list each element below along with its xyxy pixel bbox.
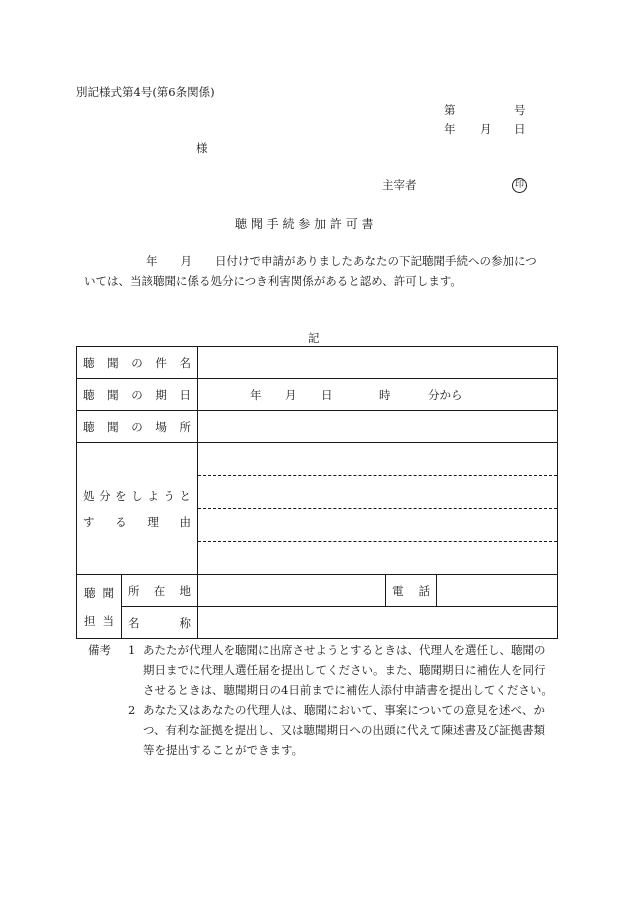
label-char: う (163, 488, 175, 503)
label-char: 担 (84, 613, 96, 628)
date-value-year: 年 (250, 387, 262, 402)
place-label (77, 411, 198, 443)
label-char: 地 (179, 583, 191, 598)
name-label (122, 607, 198, 639)
label-char: 名 (128, 615, 140, 630)
note-line: 等を提出することができます。 (143, 743, 304, 757)
addressee-suffix: 様 (196, 141, 208, 155)
label-char: 由 (179, 514, 191, 529)
label-char: し (131, 488, 143, 503)
label-char: 名 (179, 355, 191, 370)
label-char: と (179, 488, 191, 503)
label-char: る (115, 514, 127, 529)
label-char: 在 (153, 583, 166, 598)
note-text (143, 700, 556, 760)
location-value (198, 575, 386, 607)
label-char: 聞 (107, 387, 119, 402)
label-char: の (131, 419, 143, 434)
number-suffix: 号 (514, 103, 526, 117)
label-char: す (83, 514, 95, 529)
subject-value (198, 347, 558, 379)
label-char: を (115, 488, 127, 503)
label-char: 話 (418, 583, 430, 598)
label-char: の (131, 387, 143, 402)
place-value (198, 411, 558, 443)
label-char: よ (147, 488, 159, 503)
reason-dashed-line (198, 443, 557, 476)
details-table (76, 346, 558, 639)
label-char: 聞 (102, 585, 114, 600)
seal-mark: 印 (512, 178, 527, 193)
label-char: 処 (83, 488, 95, 503)
label-char: 場 (155, 419, 167, 434)
note-number: 2 (128, 703, 136, 717)
body-paragraph (84, 251, 556, 291)
note-text (143, 640, 556, 700)
reason-dashed-line (198, 509, 557, 542)
phone-value (437, 575, 558, 607)
label-char: 聞 (107, 419, 119, 434)
label-char: 聴 (83, 355, 95, 370)
label-char: 件 (155, 355, 167, 370)
label-char: 所 (179, 419, 191, 434)
body-line-2: いては、当該聴聞に係る処分につき利害関係があると認め、許可します。 (84, 274, 462, 288)
date-value-month: 月 (285, 387, 297, 402)
reason-row (77, 443, 558, 575)
label-char: 聴 (83, 419, 95, 434)
reason-value (198, 443, 558, 575)
reason-label (77, 443, 198, 575)
note-line: あたたが代理人を聴聞に出席させようとするときは、代理人を選任し、聴聞の (143, 643, 546, 657)
note-number: 1 (128, 643, 136, 657)
subject-row (77, 347, 558, 379)
number-prefix: 第 (444, 103, 456, 117)
label-char: 分 (99, 488, 111, 503)
label-char: 当 (102, 613, 114, 628)
label-char: 聴 (84, 585, 96, 600)
reason-dashed-line (198, 542, 557, 574)
body-line-1: 年 月 日付けで申請がありましたあなたの下記聴聞手続への参加につ (146, 254, 537, 268)
name-value (198, 607, 558, 639)
document-title: 聴 聞 手 続 参 加 許 可 書 (235, 217, 374, 231)
label-char: 聞 (107, 355, 119, 370)
date-value-minute: 分から (428, 387, 463, 402)
notes-heading: 備考 (88, 643, 111, 657)
officer-location-row (77, 575, 558, 607)
subject-label (77, 347, 198, 379)
label-char: 称 (179, 615, 191, 630)
officer-name-row (77, 607, 558, 639)
label-char: の (131, 355, 143, 370)
ki-heading: 記 (308, 331, 320, 345)
date-value-day: 日 (321, 387, 333, 402)
date-year: 年 (444, 122, 456, 136)
date-row (77, 379, 558, 411)
note-line: させるときは、聴聞期日の4日前までに補佐人添付申請書を提出してください。 (143, 683, 553, 697)
date-day: 日 (514, 122, 526, 136)
label-char: 聴 (83, 387, 95, 402)
note-line: 期日までに代理人選任届を提出してください。また、聴聞期日に補佐人を同行 (143, 663, 546, 677)
note-line: あなた又はあなたの代理人は、聴聞において、事案についての意見を述べ、か (143, 703, 546, 717)
date-label (77, 379, 198, 411)
sender-title: 主宰者 (382, 178, 417, 192)
label-char: 日 (179, 387, 191, 402)
note-line: つ、有利な証拠を提出し、又は聴聞期日への出頭に代えて陳述書及び証拠書類 (143, 723, 546, 737)
form-reference: 別記様式第4号(第6条関係) (76, 85, 215, 99)
label-char: 期 (155, 387, 167, 402)
place-row (77, 411, 558, 443)
date-month: 月 (480, 122, 492, 136)
label-char: 所 (128, 583, 140, 598)
phone-label (386, 575, 437, 607)
label-char: 電 (392, 583, 404, 598)
reason-dashed-line (198, 476, 557, 509)
date-value-hour: 時 (379, 387, 391, 402)
location-label (122, 575, 198, 607)
label-char: 理 (147, 514, 159, 529)
officer-label (77, 575, 122, 639)
date-value (198, 379, 558, 411)
